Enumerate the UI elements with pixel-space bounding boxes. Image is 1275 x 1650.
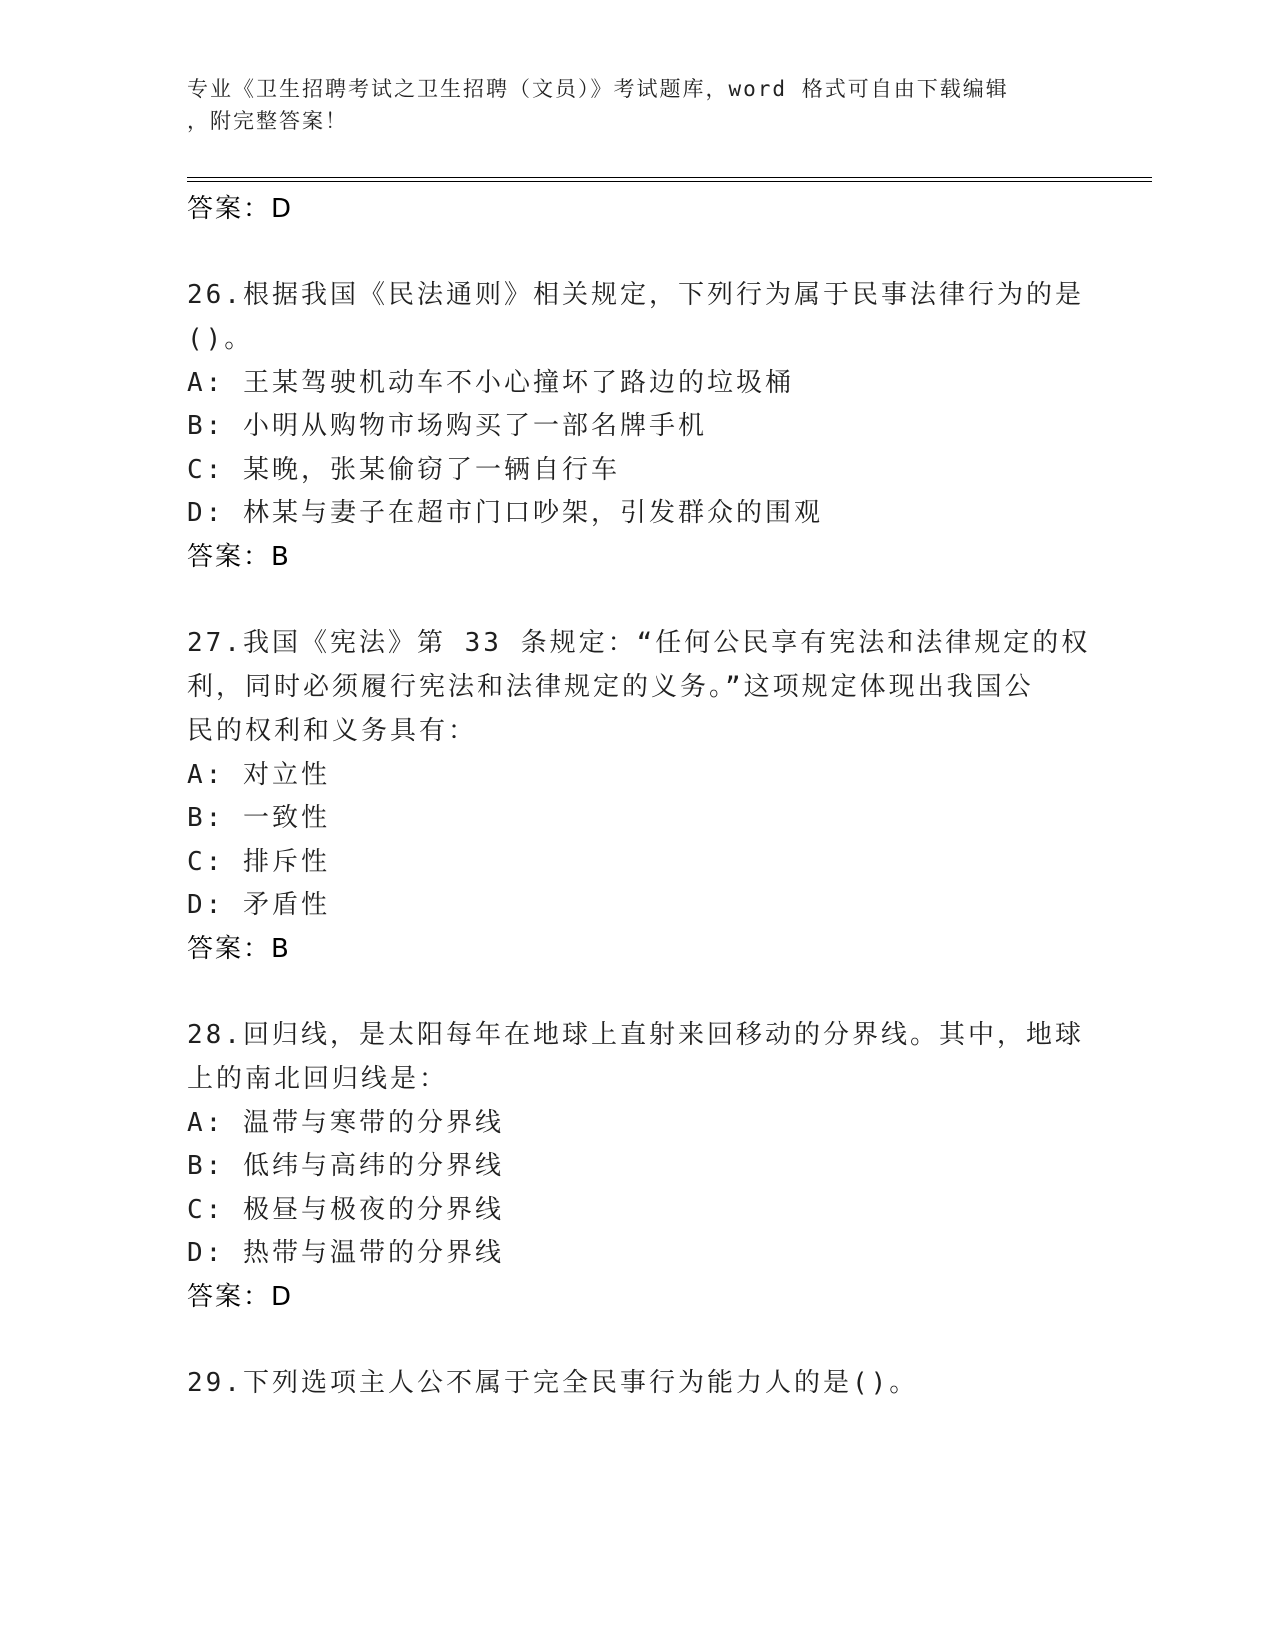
question-27-text-line-2: 利，同时必须履行宪法和法律规定的义务。”这项规定体现出我国公 xyxy=(187,672,1034,702)
question-28-option-a: A: 温带与寒带的分界线 xyxy=(187,1108,504,1138)
question-28-text-line-1: 28.回归线，是太阳每年在地球上直射来回移动的分界线。其中，地球 xyxy=(187,1020,1084,1050)
question-26-option-c: C: 某晚，张某偷窃了一辆自行车 xyxy=(187,455,620,485)
previous-answer: 答案：D xyxy=(187,194,294,224)
question-28-option-d: D: 热带与温带的分界线 xyxy=(187,1238,504,1268)
question-26-option-d: D: 林某与妻子在超市门口吵架，引发群众的围观 xyxy=(187,498,823,528)
question-26-answer: 答案：B xyxy=(187,542,291,572)
question-26-option-b: B: 小明从购物市场购买了一部名牌手机 xyxy=(187,411,707,441)
document-header xyxy=(187,73,1067,137)
question-27-answer: 答案：B xyxy=(187,934,291,964)
question-27-option-b: B: 一致性 xyxy=(187,803,330,833)
question-27-option-a: A: 对立性 xyxy=(187,760,330,790)
question-26-text-line-2: ()。 xyxy=(187,324,254,354)
question-27-text-line-1: 27.我国《宪法》第 33 条规定：“任何公民享有宪法和法律规定的权 xyxy=(187,628,1091,658)
question-28-option-c: C: 极昼与极夜的分界线 xyxy=(187,1195,504,1225)
question-27-option-c: C: 排斥性 xyxy=(187,847,330,877)
question-27-option-d: D: 矛盾性 xyxy=(187,890,330,920)
header-divider xyxy=(187,177,1152,182)
question-27-text-line-3: 民的权利和义务具有： xyxy=(187,716,478,746)
question-28-text-line-2: 上的南北回归线是： xyxy=(187,1064,449,1094)
question-28-answer: 答案：D xyxy=(187,1282,294,1312)
question-28-option-b: B: 低纬与高纬的分界线 xyxy=(187,1151,504,1181)
question-26-option-a: A: 王某驾驶机动车不小心撞坏了路边的垃圾桶 xyxy=(187,368,794,398)
question-29-text-line-1: 29.下列选项主人公不属于完全民事行为能力人的是()。 xyxy=(187,1368,919,1398)
header-line-1: 专业《卫生招聘考试之卫生招聘（文员）》考试题库，word 格式可自由下载编辑 xyxy=(187,77,1009,101)
question-26-text-line-1: 26.根据我国《民法通则》相关规定，下列行为属于民事法律行为的是 xyxy=(187,280,1084,310)
header-line-2: ，附完整答案！ xyxy=(187,109,348,133)
